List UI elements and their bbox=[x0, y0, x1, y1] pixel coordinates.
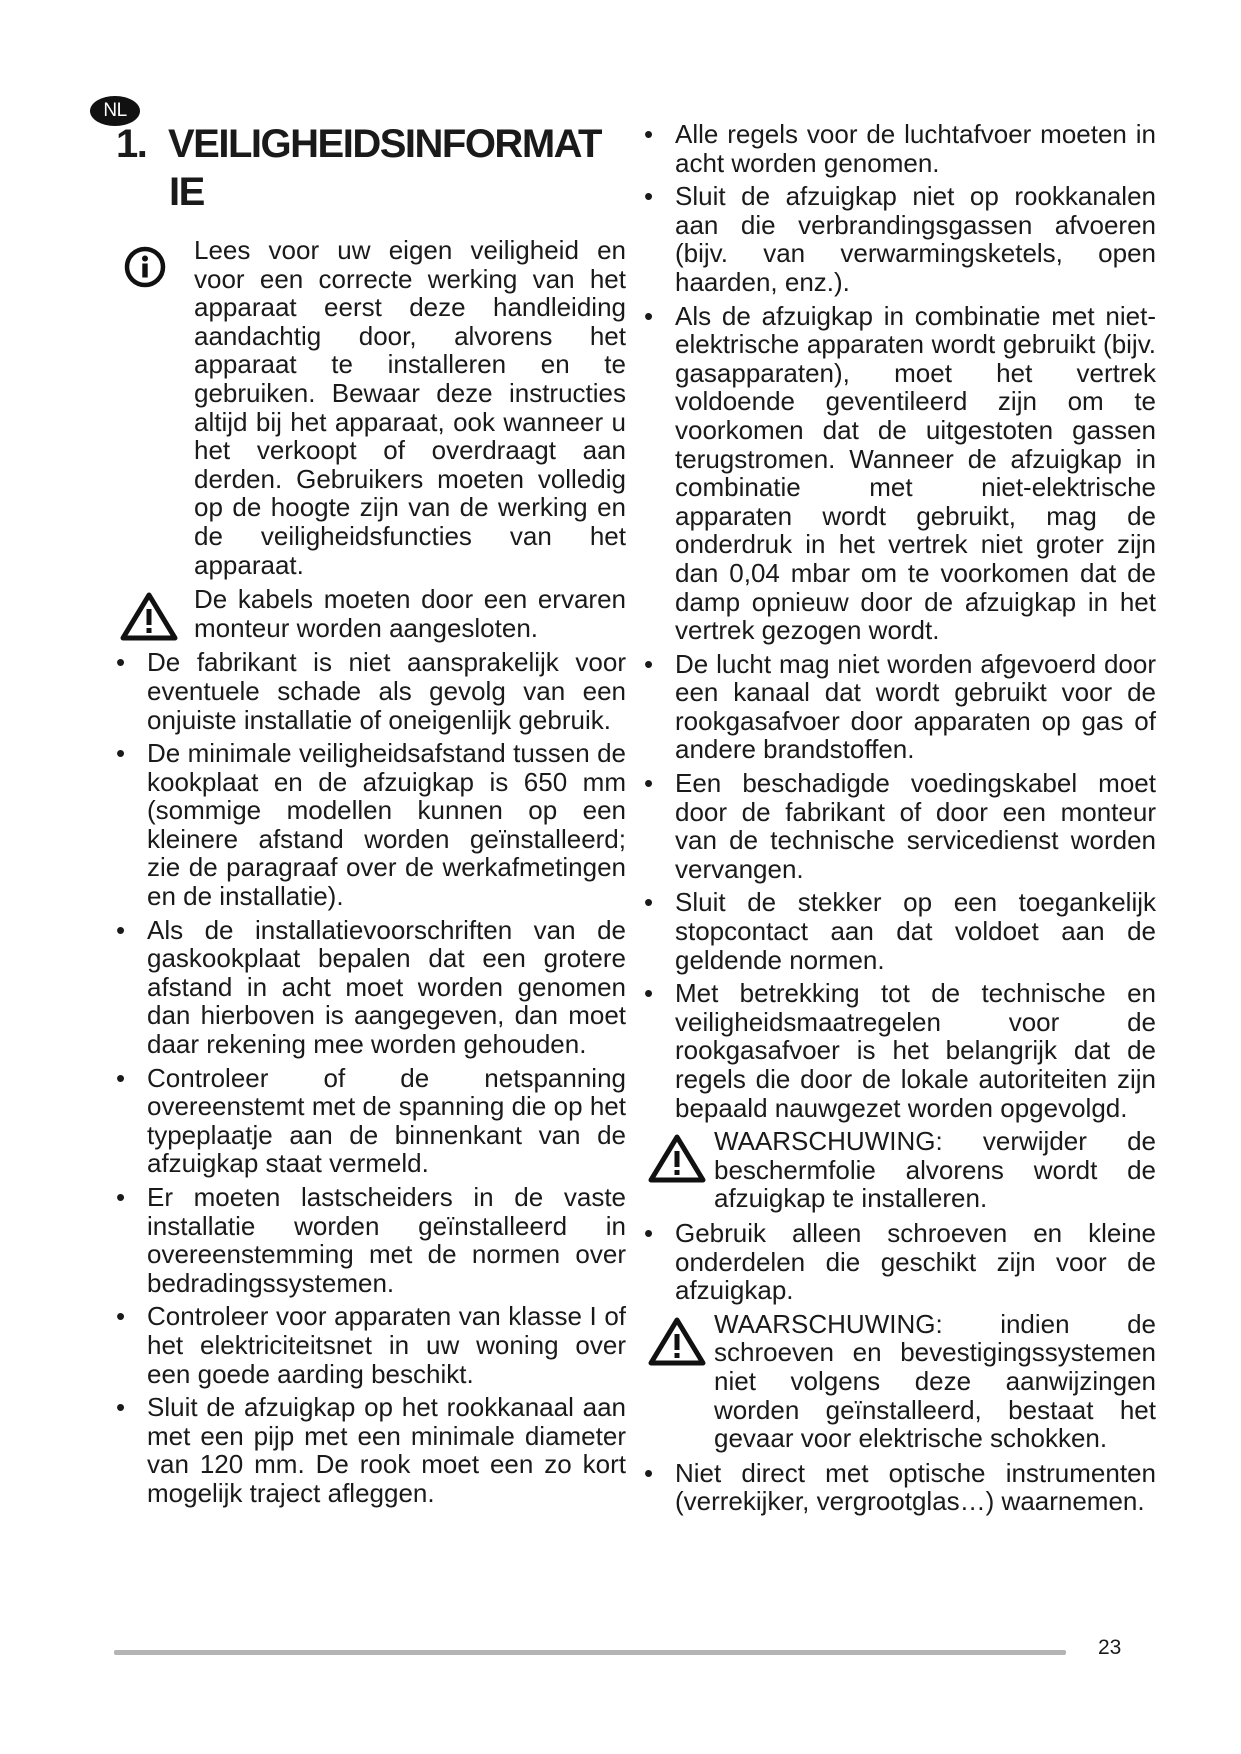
warning-notice-text: WAARSCHUWING: verwijder de beschermfolie alvorens wordt de afzuigkap te installeren. bbox=[714, 1126, 1156, 1214]
warning-notice-text: De kabels moeten door een ervaren monteur worden aangesloten. bbox=[194, 584, 626, 643]
left-bullet-list bbox=[114, 648, 626, 1507]
list-item: • Sluit de afzuigkap niet op rookkanalen aan die verbrandingsgassen afvoeren (bijv. van verwarmingsketels, open haarden, enz.). bbox=[644, 181, 1156, 297]
left-column bbox=[114, 236, 626, 1513]
list-item: • Als de installatievoorschriften van de gaskookplaat bepalen dat een grotere afstand in acht moet worden genomen dan hierboven is aangegeven, dan moet daar rekening mee worden gehouden. bbox=[116, 914, 626, 1060]
list-item: • Sluit de afzuigkap op het rookkanaal aan met een pijp met een minimale diameter van 120 mm. De rook moet een zo kort mogelijk traject afleggen. bbox=[116, 1392, 626, 1508]
list-item: • Een beschadigde voedingskabel moet door de fabrikant of door een monteur van de technische servicedienst worden vervangen. bbox=[644, 768, 1156, 884]
info-notice bbox=[114, 236, 626, 579]
list-item: • Er moeten lastscheiders in de vaste installatie worden geïnstalleerd in overeenstemming met de normen over bedradingssystemen. bbox=[116, 1182, 626, 1298]
warning-notice-protective-film bbox=[642, 1127, 1156, 1213]
warning-triangle-icon bbox=[648, 1316, 706, 1372]
right-bullet-list-c bbox=[642, 1459, 1156, 1516]
warning-triangle-icon bbox=[648, 1133, 706, 1189]
footer-divider bbox=[114, 1650, 1066, 1655]
list-item: • Met betrekking tot de technische en veiligheidsmaatregelen voor de rookgasafvoer is het belangrijk dat de regels die door de lokale autoriteiten zijn bepaald nauwgezet worden opgevolgd. bbox=[644, 978, 1156, 1123]
list-item: • Niet direct met optische instrumenten (verrekijker, vergrootglas…) waarnemen. bbox=[644, 1457, 1156, 1517]
list-item: • Controleer of de netspanning overeenstemt met de spanning die op het typeplaatje aan de binnenkant van de afzuigkap staat vermeld. bbox=[116, 1062, 626, 1179]
info-notice-text: Lees voor uw eigen veiligheid en voor een correcte werking van het apparaat eerst deze handleiding aandachtig door, alvorens het apparaat te installeren en te gebruiken. Bewaar deze instructies altijd bij het apparaat, ook wanneer u het verkoopt of overdraagt aan derden. Gebruikers moeten volledig op de hoogte zijn van de werking en de veiligheidsfuncties van het apparaat. bbox=[194, 235, 626, 580]
list-item: • De lucht mag niet worden afgevoerd door een kanaal dat wordt gebruikt voor de rookgasafvoer door apparaten op gas of andere brandstoffen. bbox=[644, 648, 1156, 765]
info-icon bbox=[124, 246, 166, 294]
right-column bbox=[642, 120, 1156, 1521]
section-title bbox=[116, 120, 616, 216]
list-item: • Controleer voor apparaten van klasse I of het elektriciteitsnet in uw woning over een goede aarding beschikt. bbox=[116, 1301, 626, 1389]
warning-notice-screws bbox=[642, 1310, 1156, 1453]
right-bullet-list-a bbox=[642, 120, 1156, 1122]
warning-notice-cables bbox=[114, 585, 626, 642]
list-item: • De fabrikant is niet aansprakelijk voor eventuele schade als gevolg van een onjuiste installatie of oneigenlijk gebruik. bbox=[116, 647, 626, 735]
list-item: • Als de afzuigkap in combinatie met niet-elektrische apparaten wordt gebruikt (bijv. gasapparaten), moet het vertrek voldoende geventileerd zijn om te voorkomen dat de uitgestoten gassen terugstromen. Wanneer de afzuigkap in combinatie met niet-elektrische apparaten wordt gebruikt, mag de onderdruk in het vertrek niet groter zijn dan 0,04 mbar om te voorkomen dat de damp opnieuw door de afzuigkap in het vertrek gezogen wordt. bbox=[644, 300, 1156, 646]
list-item: • Gebruik alleen schroeven en kleine onderdelen die geschikt zijn voor de afzuigkap. bbox=[644, 1217, 1156, 1306]
section-title-line-1: VEILIGHEIDSINFORMAT bbox=[168, 122, 601, 166]
section-title-line-2: IE bbox=[169, 170, 204, 214]
page-number: 23 bbox=[1098, 1636, 1122, 1659]
section-number: 1. bbox=[116, 122, 147, 166]
warning-triangle-icon bbox=[120, 591, 178, 647]
right-bullet-list-b bbox=[642, 1219, 1156, 1305]
list-item: • Sluit de stekker op een toegankelijk stopcontact aan dat voldoet aan de geldende normen. bbox=[644, 887, 1156, 975]
list-item: • De minimale veiligheidsafstand tussen de kookplaat en de afzuigkap is 650 mm (sommige modellen kunnen op een kleinere afstand worden geïnstalleerd; zie de paragraaf over de werkafmetingen en de installatie). bbox=[116, 738, 626, 912]
list-item: • Alle regels voor de luchtafvoer moeten in acht worden genomen. bbox=[644, 119, 1156, 178]
language-badge: NL bbox=[90, 96, 140, 126]
warning-notice-text: WAARSCHUWING: indien de schroeven en bevestigingssystemen niet volgens deze aanwijzingen worden geïnstalleerd, bestaat het gevaar voor elektrische schokken. bbox=[714, 1308, 1156, 1454]
